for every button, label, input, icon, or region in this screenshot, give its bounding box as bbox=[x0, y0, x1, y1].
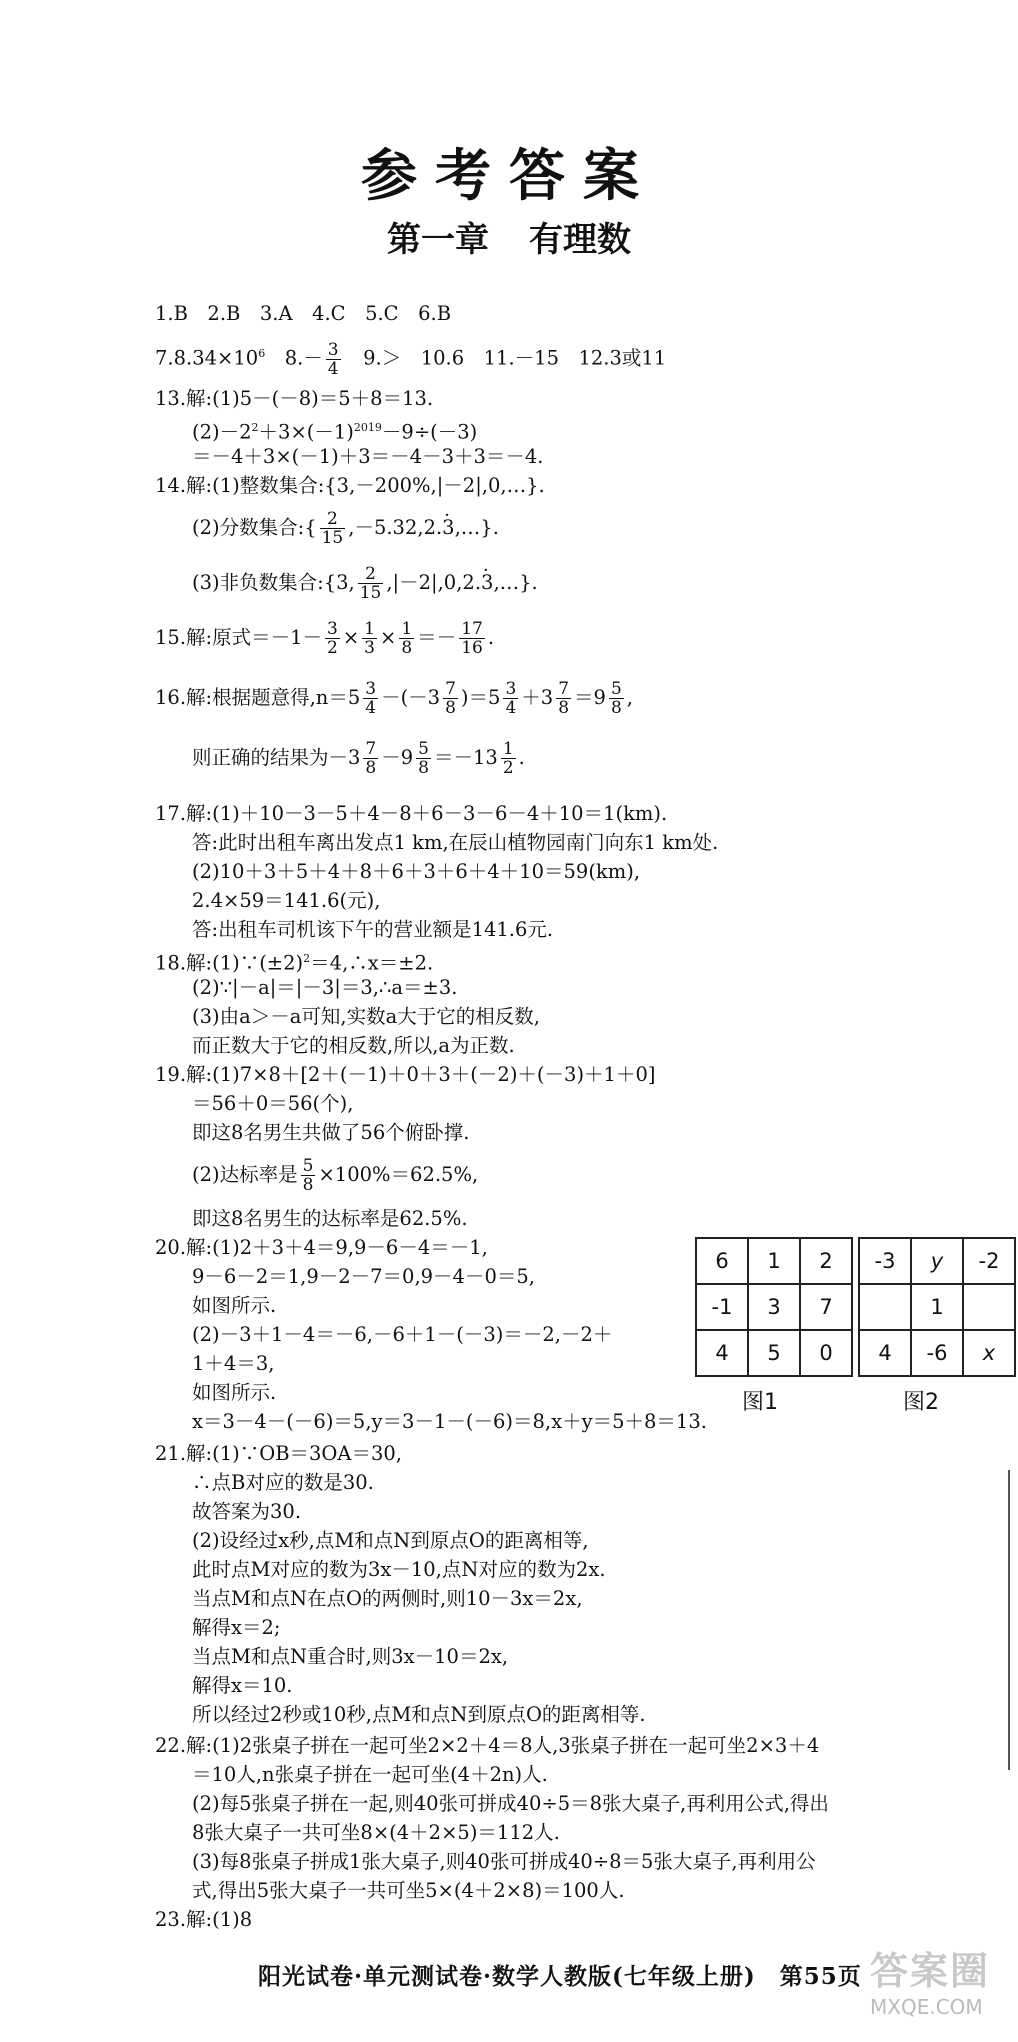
q19-line4: (2)达标率是 $\frac{5}{8}$ ×100%＝62.5%, bbox=[192, 1156, 479, 1195]
q13-line2: $(2)-2^2+3\times(-1)^{2019}-9\div(-3)$ bbox=[192, 420, 478, 444]
q19-line: 19.解:(1)7×8＋[2＋(－1)＋0＋3＋(－2)＋(－3)＋1＋0] bbox=[155, 1063, 656, 1086]
q18-line1: 18.解$:(1)\because(\pm 2)^2=4,\therefore x=\pm 2$. bbox=[155, 951, 434, 975]
q17-line: 答:出租车司机该下午的营业额是141.6元. bbox=[192, 918, 554, 941]
answers-7-12: $7.8.34\times 10^6$ 8.－ $\frac{3}{4}$ 9.＞ 10.6 11.－15 12.3或11 bbox=[155, 339, 667, 379]
q13-line1: 13.解:(1)5－(－8)＝5＋8＝13. bbox=[155, 387, 434, 410]
q20-line: 如图所示. bbox=[192, 1381, 277, 1404]
grid-cell: 0 bbox=[800, 1330, 852, 1376]
grid-cell: 4 bbox=[696, 1330, 748, 1376]
q21-line: ∴点B对应的数是30. bbox=[192, 1471, 374, 1494]
q18-line: (2)∵|－a|＝|－3|＝3,∴a＝±3. bbox=[192, 976, 458, 999]
q15-line: 15.解:原式＝－1－ $\frac{3}{2}$ × $\frac{1}{3}$ × $\frac{1}{8}$ ＝－ $\frac{17}{16}$ . bbox=[155, 619, 495, 658]
grid-cell: 7 bbox=[800, 1284, 852, 1330]
q20-line: x＝3－4－(－6)＝5,y＝3－1－(－6)＝8,x＋y＝5＋8＝13. bbox=[192, 1410, 707, 1433]
q22-line: 8张大桌子一共可坐8×(4＋2×5)＝112人. bbox=[192, 1821, 560, 1844]
q20-line: 20.解:(1)2＋3＋4＝9,9－6－4＝－1, bbox=[155, 1236, 488, 1259]
q19-line: 即这8名男生的达标率是62.5%. bbox=[192, 1207, 468, 1230]
grid-cell: 4 bbox=[859, 1330, 911, 1376]
q19-line: ＝56＋0＝56(个), bbox=[192, 1092, 354, 1115]
page-title: 参考答案 bbox=[361, 144, 657, 209]
q17-line: 答:此时出租车离出发点1 km,在辰山植物园南门向东1 km处. bbox=[192, 831, 719, 854]
grid-cell: 3 bbox=[748, 1284, 800, 1330]
q17-line: 17.解:(1)＋10－3－5＋4－8＋6－3－6－4＋10＝1(km). bbox=[155, 802, 668, 825]
q20-line: 1＋4＝3, bbox=[192, 1352, 275, 1375]
grid-cell: 1 bbox=[748, 1238, 800, 1284]
grid-cell: 6 bbox=[696, 1238, 748, 1284]
chapter-number: 第一章 bbox=[387, 220, 489, 260]
q22-line: (2)每5张桌子拼在一起,则40张可拼成40÷5＝8张大桌子,再利用公式,得出 bbox=[192, 1792, 829, 1815]
page-footer: 阳光试卷·单元测试卷·数学人教版(七年级上册) 第55页 bbox=[258, 1963, 862, 1990]
grid-cell: -2 bbox=[963, 1238, 1015, 1284]
chapter-name: 有理数 bbox=[529, 220, 631, 260]
grid-cell: 2 bbox=[800, 1238, 852, 1284]
grid-cell: 5 bbox=[748, 1330, 800, 1376]
q18-line: 而正数大于它的相反数,所以,a为正数. bbox=[192, 1034, 515, 1057]
q16-line1: 16.解:根据题意得,n＝5 $\frac{3}{4}$ －(－3 $\frac{7}{8}$ )＝5 $\frac{3}{4}$ ＋3 $\frac{7}{8}$ ＝9 $\frac{5}{8}$ , bbox=[155, 679, 633, 718]
grid-cell: y bbox=[911, 1238, 963, 1284]
q21-line: 故答案为30. bbox=[192, 1500, 302, 1523]
q19-line: 即这8名男生共做了56个俯卧撑. bbox=[192, 1121, 470, 1144]
q21-line: 当点M和点N重合时,则3x－10＝2x, bbox=[192, 1645, 509, 1668]
grid-cell: 1 bbox=[911, 1284, 963, 1330]
q14-line1: 14.解:(1)整数集合:{3,－200%,|－2|,0,…}. bbox=[155, 474, 545, 497]
answers-1-6: 1.B 2.B 3.A 4.C 5.C 6.B bbox=[155, 302, 452, 325]
q22-line: 22.解:(1)2张桌子拼在一起可坐2×2＋4＝8人,3张桌子拼在一起可坐2×3＋4 bbox=[155, 1734, 820, 1757]
q21-line: 解得x＝10. bbox=[192, 1674, 293, 1697]
grid-cell: -6 bbox=[911, 1330, 963, 1376]
q21-line: 当点M和点N在点O的两侧时,则10－3x＝2x, bbox=[192, 1587, 583, 1610]
q16-line2: 则正确的结果为－3 $\frac{7}{8}$ －9 $\frac{5}{8}$ ＝－13 $\frac{1}{2}$ . bbox=[192, 739, 525, 778]
grid-cell bbox=[859, 1284, 911, 1330]
q22-line: ＝10人,n张桌子拼在一起可坐(4＋2n)人. bbox=[192, 1763, 548, 1786]
q20-line: 如图所示. bbox=[192, 1294, 277, 1317]
q21-line: (2)设经过x秒,点M和点N到原点O的距离相等, bbox=[192, 1529, 589, 1552]
figure-2-grid bbox=[858, 1237, 1016, 1377]
chapter-heading bbox=[0, 212, 1018, 261]
margin-rule bbox=[1008, 1470, 1010, 1770]
q14-line3: (3)非负数集合:{3, $\frac{2}{15}$ ,|－2|,0,2.3 ·,…}. bbox=[192, 565, 538, 602]
grid-cell bbox=[963, 1284, 1015, 1330]
q21-line: 所以经过2秒或10秒,点M和点N到原点O的距离相等. bbox=[192, 1703, 646, 1726]
watermark-logo: 答案圈 bbox=[870, 1949, 991, 1993]
q17-line: 2.4×59＝141.6(元), bbox=[192, 889, 381, 912]
q23-line: 23.解:(1)8 bbox=[155, 1908, 253, 1931]
q22-line: (3)每8张桌子拼成1张大桌子,则40张可拼成40÷8＝5张大桌子,再利用公 bbox=[192, 1850, 816, 1873]
grid-cell: x bbox=[963, 1330, 1015, 1376]
q20-line: 9－6－2＝1,9－2－7＝0,9－4－0＝5, bbox=[192, 1265, 535, 1288]
q22-line: 式,得出5张大桌子一共可坐5×(4＋2×8)＝100人. bbox=[192, 1879, 625, 1902]
q14-line2: (2)分数集合:{ $\frac{2}{15}$ ,－5.32,2.3 ·,…}. bbox=[192, 510, 499, 547]
figure-1-caption: 图1 bbox=[742, 1390, 778, 1415]
q21-line: 解得x＝2; bbox=[192, 1616, 281, 1639]
q20-line: (2)－3＋1－4＝－6,－6＋1－(－3)＝－2,－2＋ bbox=[192, 1323, 613, 1346]
q13-line3: ＝－4＋3×(－1)＋3＝－4－3＋3＝－4. bbox=[192, 445, 544, 468]
q18-line: (3)由a＞－a可知,实数a大于它的相反数, bbox=[192, 1005, 540, 1028]
grid-cell: -3 bbox=[859, 1238, 911, 1284]
watermark-url: MXQE.COM bbox=[870, 1995, 983, 2019]
figure-2-caption: 图2 bbox=[903, 1390, 939, 1415]
watermark bbox=[870, 1940, 1018, 2040]
grid-cell: -1 bbox=[696, 1284, 748, 1330]
q17-line: (2)10＋3＋5＋4＋8＋6＋3＋6＋4＋10＝59(km), bbox=[192, 860, 641, 883]
q21-line: 此时点M对应的数为3x－10,点N对应的数为2x. bbox=[192, 1558, 606, 1581]
figure-1-grid bbox=[695, 1237, 853, 1377]
q21-line: 21.解:(1)∵OB＝3OA＝30, bbox=[155, 1442, 403, 1465]
